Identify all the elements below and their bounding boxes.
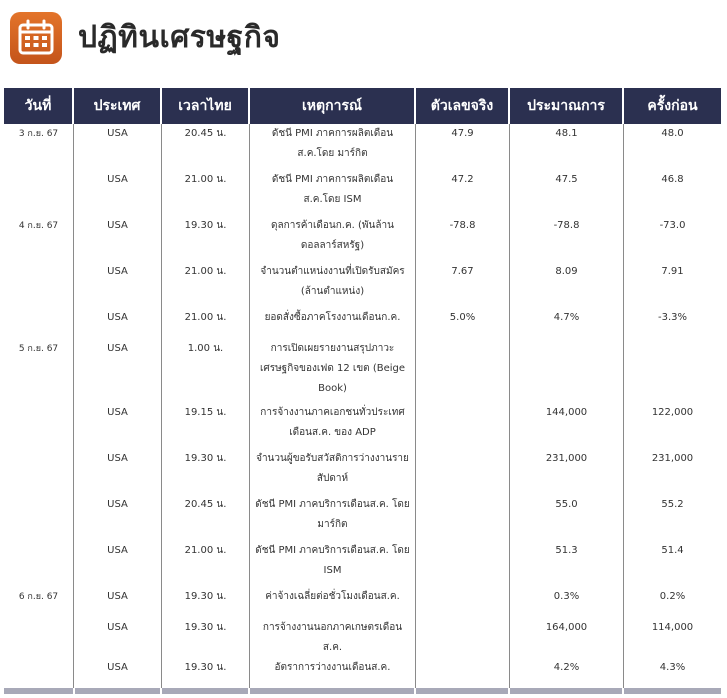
cell-previous: 4.3%	[659, 662, 686, 673]
cell-event: ดัชนี PMI ภาคบริการเดือนส.ค. โดย มาร์กิต	[250, 495, 416, 541]
cell-forecast: 48.1	[510, 124, 624, 170]
cell-previous: 231,000	[651, 453, 694, 464]
cell-time: 21.00 น.	[162, 541, 250, 587]
header-event: เหตุการณ์	[250, 88, 416, 124]
cell-time: 19.30 น.	[162, 658, 250, 689]
cell-date	[4, 262, 74, 308]
cell-actual	[416, 618, 510, 658]
cell-event: การจ้างงานภาคเอกชนทั่วประเทศเดือนส.ค. ของ ADP	[250, 403, 416, 449]
cell-forecast: 4.2%	[510, 658, 624, 689]
cell-country: USA	[74, 449, 162, 495]
cell-date: 3 ก.ย. 67	[4, 124, 74, 170]
cell-event: การเปิดเผยรายงานสรุปภาวะเศรษฐกิจของเฟด 12 เขต (Beige Book)	[250, 339, 416, 403]
cell-country: USA	[74, 216, 162, 262]
cell-previous: 0.2%	[659, 591, 686, 602]
header-actual: ตัวเลขจริง	[416, 88, 510, 124]
cell-country: USA	[74, 262, 162, 308]
cell-date	[4, 308, 74, 339]
cell-actual	[416, 541, 510, 587]
cell-event: ดัชนี PMI ภาคการผลิตเดือนส.ค.โดย ISM	[250, 170, 416, 216]
cell-date	[4, 658, 74, 689]
cell-time: 19.30 น.	[162, 449, 250, 495]
cell-country: USA	[74, 658, 162, 689]
cell-forecast: 231,000	[510, 449, 624, 495]
cell-forecast	[510, 339, 624, 403]
page-header	[10, 10, 280, 66]
cell-actual	[416, 587, 510, 618]
cell-previous: 114,000	[651, 622, 694, 633]
table-row	[4, 541, 721, 587]
cell-event: ยอดสั่งซื้อภาคโรงงานเดือนก.ค.	[250, 308, 416, 339]
cell-date: 4 ก.ย. 67	[4, 216, 74, 262]
cell-forecast: 0.3%	[510, 587, 624, 618]
cell-event: อัตราการว่างงานเดือนส.ค.	[250, 658, 416, 689]
cell-forecast: 144,000	[510, 403, 624, 449]
cell-country: USA	[74, 308, 162, 339]
table-row	[4, 339, 721, 403]
cell-date	[4, 495, 74, 541]
cell-previous: 46.8	[661, 174, 684, 185]
header-forecast: ประมาณการ	[510, 88, 624, 124]
header-country: ประเทศ	[74, 88, 162, 124]
cell-forecast: 8.09	[510, 262, 624, 308]
cell-actual: 47.9	[416, 124, 510, 170]
table-row	[4, 216, 721, 262]
table-row	[4, 170, 721, 216]
cell-forecast: -78.8	[510, 216, 624, 262]
cell-time: 21.00 น.	[162, 262, 250, 308]
cell-forecast: 55.0	[510, 495, 624, 541]
cell-date: 6 ก.ย. 67	[4, 587, 74, 618]
cell-date	[4, 541, 74, 587]
cell-time: 21.00 น.	[162, 308, 250, 339]
cell-time: 1.00 น.	[162, 339, 250, 403]
cell-time: 21.00 น.	[162, 170, 250, 216]
calendar-icon	[10, 12, 62, 64]
cell-forecast: 47.5	[510, 170, 624, 216]
cell-actual: 47.2	[416, 170, 510, 216]
table-row	[4, 618, 721, 658]
cell-previous	[624, 339, 721, 403]
cell-time: 19.15 น.	[162, 403, 250, 449]
cell-country: USA	[74, 587, 162, 618]
table-row	[4, 124, 721, 170]
header-date: วันที่	[4, 88, 74, 124]
cell-previous: 7.91	[661, 266, 684, 277]
cell-time: 20.45 น.	[162, 124, 250, 170]
header-previous: ครั้งก่อน	[624, 88, 721, 124]
cell-country: USA	[74, 339, 162, 403]
cell-country: USA	[74, 403, 162, 449]
cell-date	[4, 449, 74, 495]
cell-previous: -73.0	[659, 220, 686, 231]
cell-forecast: 51.3	[510, 541, 624, 587]
cell-country: USA	[74, 124, 162, 170]
cell-event: ดุลการค้าเดือนก.ค. (พันล้านดอลลาร์สหรัฐ)	[250, 216, 416, 262]
table-row	[4, 262, 721, 308]
cell-date	[4, 170, 74, 216]
cell-actual: 5.0%	[416, 308, 510, 339]
cell-event: การจ้างงานนอกภาคเกษตรเดือนส.ค.	[250, 618, 416, 658]
cell-previous: 122,000	[651, 407, 694, 418]
table-row	[4, 658, 721, 689]
cell-event: จำนวนตำแหน่งงานที่เปิดรับสมัคร (ล้านตำแหน่ง)	[250, 262, 416, 308]
cell-event: ค่าจ้างเฉลี่ยต่อชั่วโมงเดือนส.ค.	[250, 587, 416, 618]
cell-date	[4, 403, 74, 449]
cell-date: 5 ก.ย. 67	[4, 339, 74, 403]
table-row	[4, 495, 721, 541]
cell-forecast: 164,000	[510, 618, 624, 658]
cell-actual	[416, 495, 510, 541]
cell-actual	[416, 403, 510, 449]
cell-event: ดัชนี PMI ภาคการผลิตเดือนส.ค.โดย มาร์กิต	[250, 124, 416, 170]
cell-previous: 48.0	[661, 128, 684, 139]
cell-actual: -78.8	[416, 216, 510, 262]
page-title: ปฏิทินเศรษฐกิจ	[78, 20, 281, 55]
table-row	[4, 403, 721, 449]
cell-time: 19.30 น.	[162, 216, 250, 262]
economic-calendar-table	[4, 88, 721, 689]
cell-country: USA	[74, 170, 162, 216]
table-footer-bar	[4, 688, 721, 694]
cell-time: 19.30 น.	[162, 618, 250, 658]
table-row	[4, 587, 721, 618]
table-row	[4, 449, 721, 495]
cell-forecast: 4.7%	[510, 308, 624, 339]
table-header-row	[4, 88, 721, 124]
cell-previous: -3.3%	[657, 312, 687, 323]
cell-country: USA	[74, 495, 162, 541]
cell-time: 20.45 น.	[162, 495, 250, 541]
cell-event: ดัชนี PMI ภาคบริการเดือนส.ค. โดย ISM	[250, 541, 416, 587]
table-row	[4, 308, 721, 339]
cell-previous: 51.4	[661, 545, 684, 556]
cell-event: จำนวนผู้ขอรับสวัสดิการว่างงานรายสัปดาห์	[250, 449, 416, 495]
cell-country: USA	[74, 541, 162, 587]
cell-country: USA	[74, 618, 162, 658]
cell-previous: 55.2	[661, 499, 684, 510]
cell-actual	[416, 339, 510, 403]
cell-date	[4, 618, 74, 658]
cell-actual: 7.67	[416, 262, 510, 308]
header-time: เวลาไทย	[162, 88, 250, 124]
cell-actual	[416, 449, 510, 495]
cell-time: 19.30 น.	[162, 587, 250, 618]
cell-actual	[416, 658, 510, 689]
